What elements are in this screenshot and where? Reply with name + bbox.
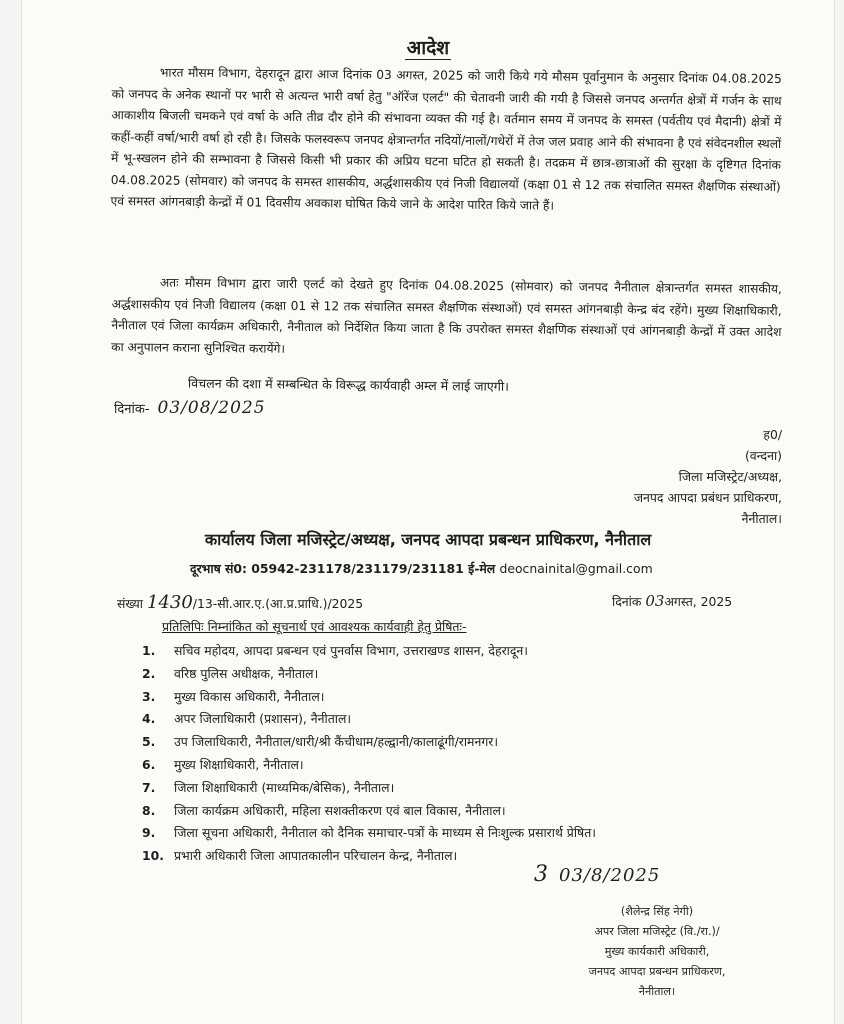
list-item: 6. मुख्य शिक्षाधिकारी, नैनीताल। bbox=[142, 756, 304, 772]
contact-line bbox=[190, 560, 653, 577]
handwritten-signature bbox=[534, 862, 660, 887]
signatory-place: नैनीताल। bbox=[741, 511, 782, 526]
order-paragraph-3: विचलन की दशा में सम्बन्धित के विरूद्ध कार्यवाही अम्ल में लाई जाएगी। bbox=[187, 375, 509, 394]
reference-number bbox=[117, 592, 363, 613]
list-item: 10. प्रभारी अधिकारी जिला आपातकालीन परिचालन केन्द्र, नैनीताल। bbox=[142, 848, 458, 864]
reference-label: संख्या bbox=[117, 596, 144, 611]
list-item: 7. जिला शिक्षाधिकारी (माध्यमिक/बेसिक), नैनीताल। bbox=[142, 779, 395, 795]
signature-mark: 3 bbox=[534, 862, 549, 887]
list-item: 9. जिला सूचना अधिकारी, नैनीताल को दैनिक समाचार-पत्रों के माध्यम से निःशुल्क प्रसारार्थ प्रेषित। bbox=[142, 825, 596, 841]
order-paragraph-1: भारत मौसम विभाग, देहरादून द्वारा आज दिनांक 03 अगस्त, 2025 को जारी किये गये मौसम पूर्वानुमान के अनुसार दिनांक 04.08.2025 को जनपद के अनेक स्थानों पर भारी से अत्यन्त भारी वर्षा हेतु "ऑरेंज एलर्ट" की चेतावनी जारी की गयी है जिससे जनपद अन्तर्गत क्षेत्रों में गर्जन के साथ आकाशीय बिजली चमकने एवं वर्षा के अति तीव्र दौर होने की संभावना व्यक्त की गई है। वर्तमान समय में जनपद के समस्त (पर्वतीय एवं मैदानी) क्षेत्रों में कहीं-कहीं वर्षा/भारी वर्षा हो रही है। जिसके फलस्वरूप जनपद क्षेत्रान्तर्गत नदियों/नालों/गधेरों में तेज जल प्रवाह आने की संभावना है एवं संवेदनशील स्थलों में भू-स्खलन होने की सम्भावना है जिससे किसी भी प्रकार की अप्रिय घटना घटित हो सकती है। तदक्रम में छात्र-छात्राओं की सुरक्षा के दृष्टिगत दिनांक 04.08.2025 (सोमवार) को जनपद के समस्त शासकीय, अर्द्धशासकीय एवं निजी विद्यालयों (कक्षा 01 से 12 तक संचालित समस्त शैक्षणिक संस्थाओं) एवं समस्त आंगनबाड़ी केन्द्रों में 01 दिवसीय अवकाश घोषित किये जाने के आदेश पारित किये जाते हैं। bbox=[110, 65, 782, 213]
reference-date bbox=[612, 592, 732, 610]
adm-designation: अपर जिला मजिस्ट्रेट (वि./रा.)/ bbox=[594, 925, 720, 938]
reference-suffix: /13-सी.आर.ए.(आ.प्र.प्राधि.)/2025 bbox=[192, 596, 364, 611]
list-item: 8. जिला कार्यक्रम अधिकारी, महिला सशक्तीकरण एवं बाल विकास, नैनीताल। bbox=[142, 802, 506, 818]
copy-heading: प्रतिलिपिः निम्नांकित को सूचनार्थ एवं आवश्यक कार्यवाही हेतु प्रेषितः- bbox=[162, 619, 467, 634]
reference-date-day: 03 bbox=[645, 592, 665, 610]
list-item: 4. अपर जिलाधिकारी (प्रशासन), नैनीताल। bbox=[142, 711, 352, 727]
list-item: 1. सचिव महोदय, आपदा प्रबन्धन एवं पुनर्वास विभाग, उत्तराखण्ड शासन, देहरादून। bbox=[142, 643, 528, 658]
adm-name: (शैलेन्द्र सिंह नेगी) bbox=[620, 905, 694, 918]
order-paragraph-2: अतः मौसम विभाग द्वारा जारी एलर्ट को देखते हुए दिनांक 04.08.2025 (सोमवार) को जनपद नैनीताल क्षेत्रान्तर्गत समस्त शासकीय, अर्द्धशासकीय एवं निजी विद्यालय (कक्षा 01 से 12 तक संचालित समस्त शैक्षणिक संस्थाओं) एवं समस्त आंगनबाड़ी केन्द्र बंद रहेंगे। मुख्य शिक्षाधिकारी, नैनीताल एवं जिला कार्यक्रम अधिकारी, नैनीताल को निर्देशित किया जाता है कि उपरोक्त समस्त शैक्षणिक संस्थाओं एवं आंगनबाड़ी केन्द्रों में उक्त आदेश का अनुपालन कराना सुनिश्चित करायेंगे। bbox=[111, 275, 782, 356]
reference-handwritten-number: 1430 bbox=[146, 592, 193, 613]
signed-mark: ह0/ bbox=[763, 427, 782, 442]
adm-signature-block bbox=[532, 902, 782, 1002]
list-item: 5. उप जिलाधिकारी, नैनीताल/धारी/श्री कैंचीधाम/हल्द्वानी/कालाढूंगी/रामनगर। bbox=[142, 734, 499, 750]
signatory-authority: जनपद आपदा प्रबंधन प्राधिकरण, bbox=[633, 490, 782, 505]
order-title: आदेश bbox=[406, 37, 450, 59]
phone-numbers: दूरभाष सं0: 05942-231178/231179/231181 ई-मेल bbox=[190, 561, 496, 576]
distribution-list bbox=[142, 640, 596, 868]
adm-place: नैनीताल। bbox=[638, 985, 676, 998]
list-item: 2. वरिष्ठ पुलिस अधीक्षक, नैनीताल। bbox=[142, 665, 319, 681]
order-date-label: दिनांक- bbox=[114, 402, 150, 417]
order-date-value: 03/08/2025 bbox=[157, 398, 266, 418]
reference-date-rest: अगस्त, 2025 bbox=[664, 594, 733, 609]
adm-role: मुख्य कार्यकारी अधिकारी, bbox=[604, 945, 710, 958]
adm-authority: जनपद आपदा प्रबन्धन प्राधिकरण, bbox=[588, 965, 726, 978]
document-page bbox=[22, 0, 834, 1024]
signature-date: 03/8/2025 bbox=[559, 865, 661, 886]
order-date bbox=[114, 398, 266, 418]
list-item: 3. मुख्य विकास अधिकारी, नैनीताल। bbox=[142, 688, 325, 704]
office-heading: कार्यालय जिला मजिस्ट्रेट/अध्यक्ष, जनपद आपदा प्रबन्धन प्राधिकरण, नैनीताल bbox=[204, 530, 652, 549]
signatory-name: (वन्दना) bbox=[744, 448, 782, 463]
signatory-designation: जिला मजिस्ट्रेट/अध्यक्ष, bbox=[678, 469, 782, 484]
reference-date-label: दिनांक bbox=[612, 594, 642, 609]
email-address: deocnainital@gmail.com bbox=[499, 561, 653, 576]
dm-signature-block bbox=[522, 424, 782, 529]
